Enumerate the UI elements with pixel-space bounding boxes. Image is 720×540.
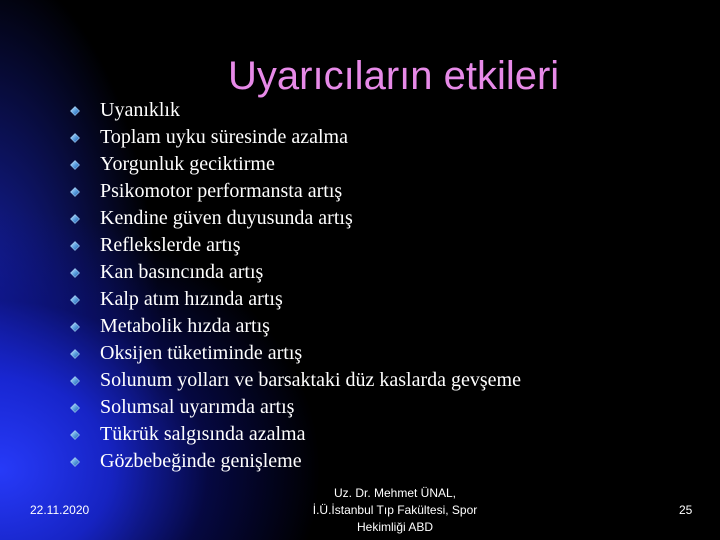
bullet-diamond-icon: [70, 376, 80, 386]
bullet-diamond-icon: [70, 133, 80, 143]
slide-title: Uyarıcıların etkileri: [228, 54, 560, 98]
footer-author-line: İ.Ü.İstanbul Tıp Fakültesi, Spor: [312, 503, 478, 517]
bullet-text: Oksijen tüketiminde artış: [100, 342, 303, 364]
bullet-diamond-icon: [70, 160, 80, 170]
bullet-item: [70, 340, 521, 367]
bullet-diamond-icon: [70, 403, 80, 413]
bullet-text: Solunum yolları ve barsaktaki düz kaslarda gevşeme: [100, 369, 521, 391]
bullet-item: [70, 259, 521, 286]
bullet-diamond-icon: [70, 241, 80, 251]
bullet-text: Psikomotor performansta artış: [100, 180, 343, 202]
bullet-item: [70, 448, 521, 475]
bullet-text: Kalp atım hızında artış: [100, 288, 283, 310]
bullet-item: [70, 313, 521, 340]
footer-author-line: Uz. Dr. Mehmet ÜNAL,: [333, 486, 457, 500]
bullet-text: Kendine güven duyusunda artış: [100, 207, 353, 229]
footer-author-line: Hekimliği ABD: [356, 520, 434, 534]
footer-author: [270, 485, 520, 536]
bullet-diamond-icon: [70, 187, 80, 197]
bullet-text: Gözbebeğinde genişleme: [100, 450, 302, 472]
bullet-diamond-icon: [70, 268, 80, 278]
bullet-item: [70, 205, 521, 232]
bullet-text: Metabolik hızda artış: [100, 315, 270, 337]
bullet-item: [70, 286, 521, 313]
bullet-item: [70, 367, 521, 394]
footer-date: 22.11.2020: [30, 503, 90, 517]
bullet-diamond-icon: [70, 322, 80, 332]
bullet-item: [70, 151, 521, 178]
bullet-text: Toplam uyku süresinde azalma: [100, 126, 348, 148]
bullet-diamond-icon: [70, 430, 80, 440]
bullet-diamond-icon: [70, 457, 80, 467]
page-number: 25: [679, 503, 693, 517]
bullet-diamond-icon: [70, 349, 80, 359]
bullet-text: Reflekslerde artış: [100, 234, 241, 256]
bullet-item: [70, 124, 521, 151]
bullet-text: Tükrük salgısında azalma: [100, 423, 306, 445]
bullet-diamond-icon: [70, 295, 80, 305]
bullet-diamond-icon: [70, 214, 80, 224]
bullet-list: [70, 97, 521, 475]
bullet-diamond-icon: [70, 106, 80, 116]
bullet-text: Solumsal uyarımda artış: [100, 396, 295, 418]
bullet-item: [70, 232, 521, 259]
bullet-item: [70, 178, 521, 205]
bullet-item: [70, 97, 521, 124]
bullet-text: Yorgunluk geciktirme: [100, 153, 275, 175]
bullet-item: [70, 394, 521, 421]
bullet-text: Uyanıklık: [100, 99, 180, 121]
bullet-item: [70, 421, 521, 448]
bullet-text: Kan basıncında artış: [100, 261, 264, 283]
